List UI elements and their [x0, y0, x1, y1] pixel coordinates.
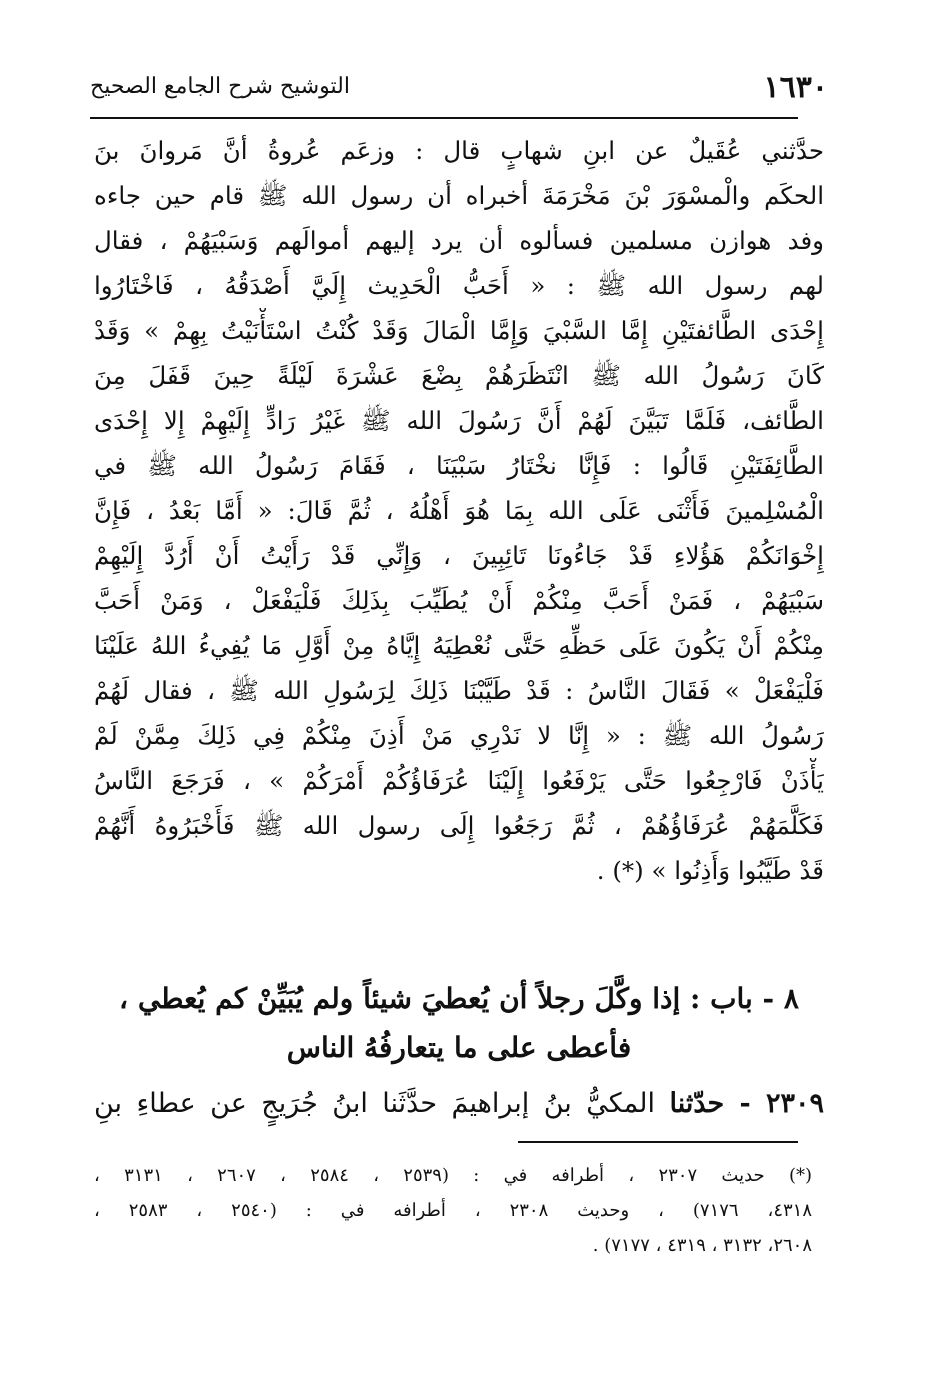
- chapter-heading: [90, 974, 828, 1072]
- hadith-isnad: المكيُّ بنُ إبراهيمَ حدَّثَنا ابنُ جُرَيجٍ عن عطاءِ بنِ: [94, 1088, 656, 1119]
- footnotes: [94, 1158, 812, 1263]
- text-line: حدَّثني عُقَيلٌ عن ابنِ شهابٍ قال : وزعَم عُروةُ أنَّ مَروانَ بنَ: [94, 136, 824, 165]
- text-line: الحكَم والْمسْوَرَ بْنَ مَخْرَمَةَ أخبراه أن رسول الله ﷺ قام حين جاءه: [94, 181, 824, 210]
- header-divider: [90, 117, 798, 119]
- footnote-line: (*) حديث ٢٣٠٧ ، أطرافه في : (٢٥٣٩ ، ٢٥٨٤ ، ٢٦٠٧ ، ٣١٣١ ،: [94, 1165, 812, 1186]
- hadith-number: ٢٣٠٩ - حدّثنا: [669, 1088, 825, 1119]
- chapter-heading-line2: فأعطى على ما يتعارفُهُ الناس: [286, 1031, 632, 1064]
- text-line: إِحْدَى الطَّائفتَيْنِ إِمَّا السَّبْيَ وَإِمَّا الْمَالَ وَقَدْ كُنْتُ اسْتَأْنَيْتُ بِهِمْ » وَقَدْ: [94, 316, 824, 345]
- text-line: فَكَلَّمَهُمْ عُرَفَاؤُهُمْ ، ثُمَّ رَجَعُوا إِلَى رسول الله ﷺ فَأَخْبَرُوهُ أَنَّهُمْ: [94, 811, 824, 840]
- text-line: الطَّائِفَتَيْنِ قَالُوا : فَإِنَّا نخْتَارُ سَبْيَنَا ، فَقَامَ رَسُولُ الله ﷺ في: [94, 451, 824, 480]
- running-title: التوشيح شرح الجامع الصحيح: [90, 74, 350, 99]
- chapter-heading-line1: ٨ - باب : إذا وكَّلَ رجلاً أن يُعطيَ شيئاً ولم يُبَيِّنْ كم يُعطي ،: [119, 982, 799, 1015]
- page-number: ١٦٣٠: [763, 70, 828, 105]
- text-line: فَلْيَفْعَلْ » فَقَالَ النَّاسُ : قَدْ طَيَّبْنَا ذَلِكَ لِرَسُولِ الله ﷺ ، فقال لَهُمْ: [94, 676, 824, 705]
- footnote-line: ٤٣١٨، ٧١٧٦) ، وحديث ٢٣٠٨ ، أطرافه في : (٢٥٤٠ ، ٢٥٨٣ ،: [94, 1200, 813, 1221]
- footnote-line: ٢٦٠٨، ٣١٣٢ ، ٤٣١٩ ، ٧١٧٧) .: [592, 1235, 812, 1256]
- text-line: إِخْوَانَكُمْ هَؤُلاءِ قَدْ جَاءُونَا تَائِبِينَ ، وَإِنِّي قَدْ رَأَيْتُ أَنْ أَرُدَّ إِلَيْهِمْ: [94, 541, 824, 570]
- footnote-divider: [518, 1141, 798, 1143]
- text-line: وفد هوازن مسلمين فسألوه أن يرد إليهم أموالَهم وَسَبْيَهُمْ ، فقال: [94, 226, 824, 255]
- text-line: الْمُسْلِمينَ فَأَثْنَى عَلَى الله بِمَا هُوَ أَهْلُهُ ، ثُمَّ قَالَ: « أَمَّا بَعْدُ ، فَإِنَّ: [94, 496, 824, 525]
- text-line: الطَّائف، فَلَمَّا تَبَيَّنَ لَهُمْ أَنَّ رَسُولَ الله ﷺ غَيْرُ رَادٍّ إِلَيْهِمْ إِلا إِحْدَى: [94, 406, 824, 435]
- text-line: يَأْذَنْ فَارْجِعُوا حَتَّى يَرْفَعُوا إِلَيْنَا عُرَفَاؤُكُمْ أَمْرَكُمْ » ، فَرَجَعَ النَّاسُ: [94, 766, 824, 795]
- hadith-opening-line: [94, 1078, 824, 1130]
- text-line: كَانَ رَسُولُ الله ﷺ انْتَظَرَهُمْ بِضْعَ عَشْرَةَ لَيْلَةً حِينَ قَفَلَ مِنَ: [94, 361, 824, 390]
- text-line: مِنْكُمْ أَنْ يَكُونَ عَلَى حَظِّهِ حَتَّى نُعْطِيَهُ إِيَّاهُ مِنْ أَوَّلِ مَا يُفِيءُ اللهُ عَلَيْنَا: [94, 631, 824, 660]
- text-line: رَسُولُ الله ﷺ : « إِنَّا لا نَدْرِي مَنْ أَذِنَ مِنْكُمْ فِي ذَلِكَ مِمَّنْ لَمْ: [94, 721, 824, 750]
- text-line-last: قَدْ طَيَّبُوا وَأَذِنُوا » (*) .: [596, 856, 824, 885]
- hadith-text: [94, 128, 824, 893]
- text-line: سَبْيَهُمْ ، فَمَنْ أَحَبَّ مِنْكُمْ أَنْ يُطَيِّبَ بِذَلِكَ فَلْيَفْعَلْ ، وَمَنْ أَحَبَّ: [94, 586, 824, 615]
- page-header: [90, 68, 828, 118]
- text-line: لهم رسول الله ﷺ : « أَحَبُّ الْحَدِيث إِلَيَّ أَصْدَقُهُ ، فَاخْتَارُوا: [94, 271, 824, 300]
